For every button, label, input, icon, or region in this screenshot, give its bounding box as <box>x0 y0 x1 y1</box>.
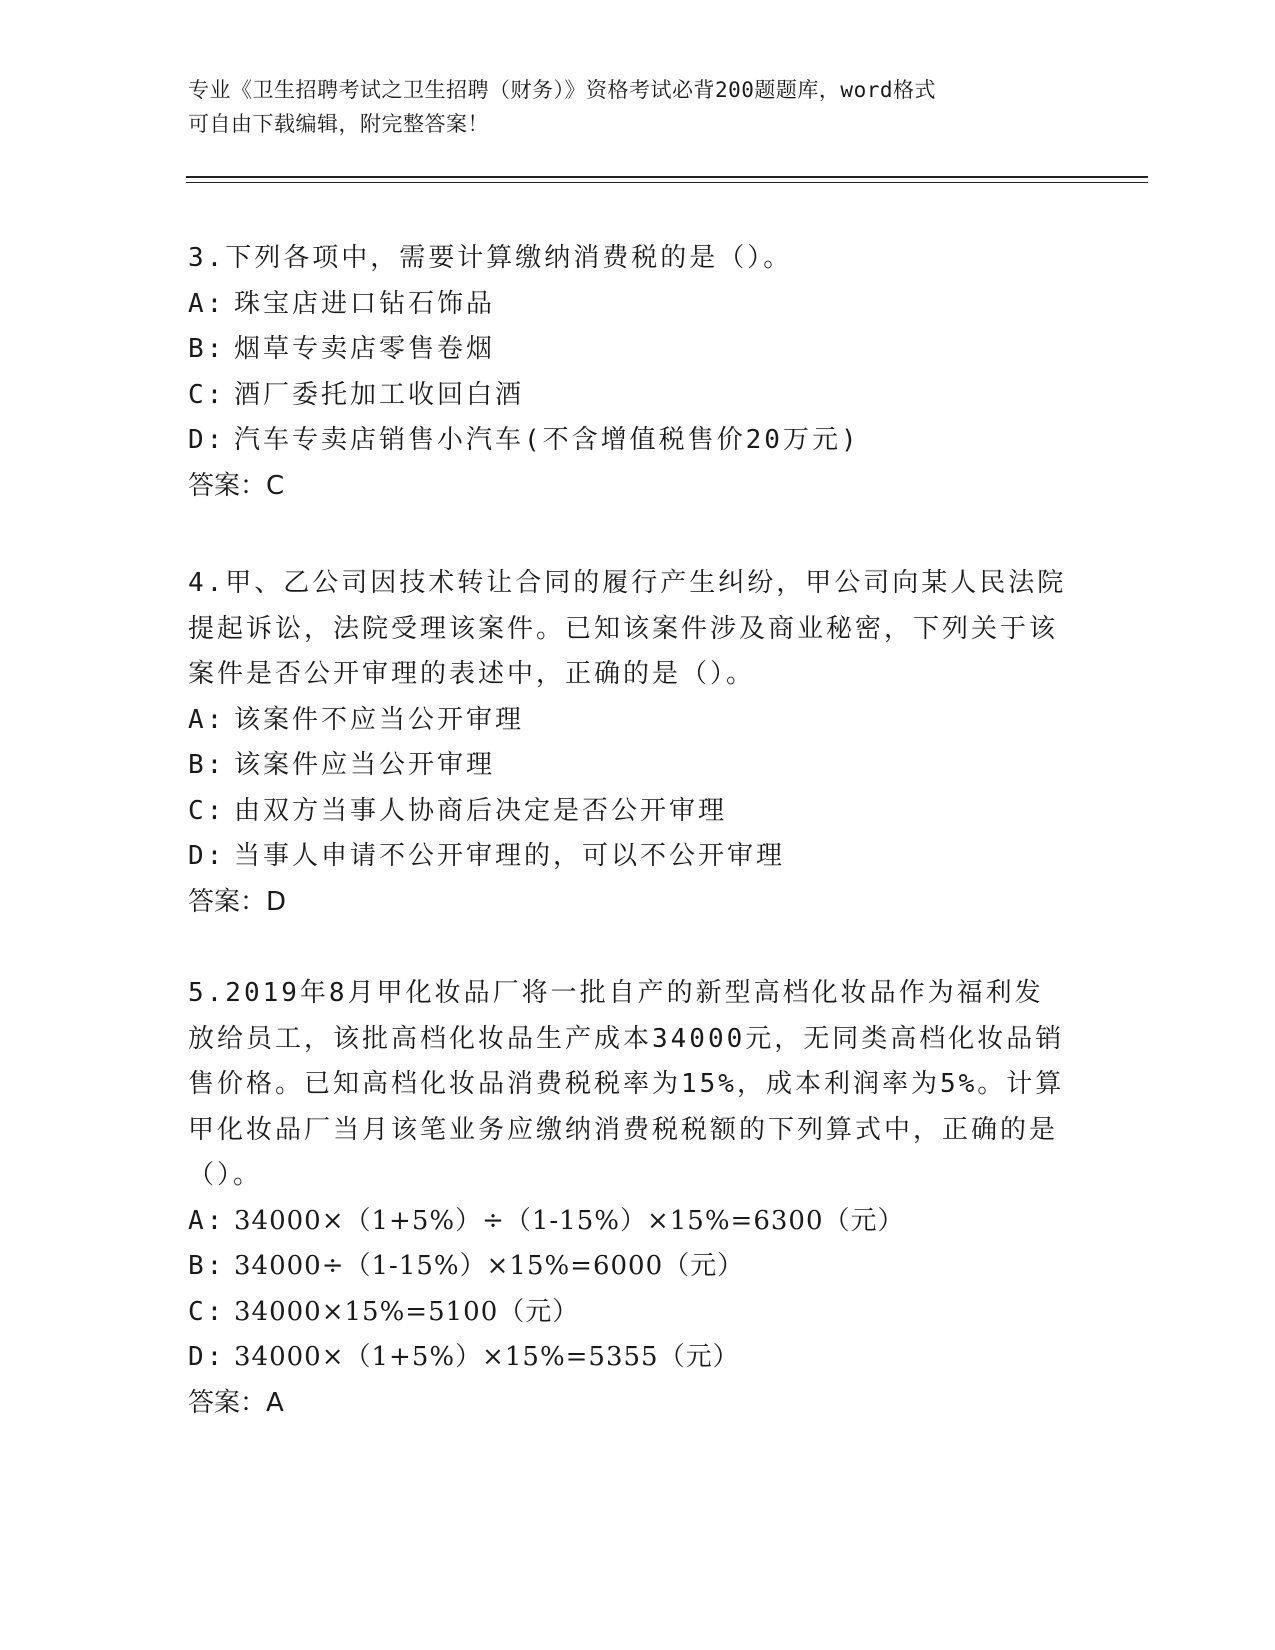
option-letter: A: <box>188 288 226 319</box>
option-letter: D: <box>188 1342 226 1372</box>
option-text: 34000×15%=5100（元） <box>234 1296 580 1327</box>
option-letter: C: <box>188 379 226 410</box>
option-text: 该案件不应当公开审理 <box>234 704 525 735</box>
option-text: 烟草专卖店零售卷烟 <box>234 334 496 364</box>
option-c <box>188 789 1068 835</box>
option-letter: A: <box>188 1205 226 1236</box>
option-text: 当事人申请不公开审理的，可以不公开审理 <box>234 841 786 871</box>
option-b <box>188 1244 1068 1290</box>
option-a <box>188 698 1068 744</box>
question-stem: 4.甲、乙公司因技术转让合同的履行产生纠纷，甲公司向某人民法院提起诉讼，法院受理该案件。已知该案件涉及商业秘密，下列关于该案件是否公开审理的表述中，正确的是（）。 <box>188 568 1067 689</box>
option-letter: A: <box>188 704 226 735</box>
option-d <box>188 1335 1068 1381</box>
question-stem: 5.2019年8月甲化妆品厂将一批自产的新型高档化妆品作为福利发放给员工，该批高档化妆品生产成本34000元，无同类高档化妆品销售价格。已知高档化妆品消费税税率为15%，成本利润率为5%。计算甲化妆品厂当月该笔业务应缴纳消费税税额的下列算式中，正确的是（）。 <box>188 978 1065 1190</box>
option-letter: C: <box>188 1296 226 1327</box>
option-letter: C: <box>188 795 226 826</box>
option-text: 汽车专卖店销售小汽车(不含增值税售价20万元) <box>234 425 860 455</box>
header-divider-thick <box>186 176 1148 178</box>
answer-line: 答案：A <box>188 1387 284 1418</box>
option-text: 酒厂委托加工收回白酒 <box>234 379 525 410</box>
option-letter: B: <box>188 1251 226 1281</box>
question-stem: 3.下列各项中，需要计算缴纳消费税的是（）。 <box>188 243 793 273</box>
option-text: 该案件应当公开审理 <box>234 750 496 780</box>
option-text: 34000×（1+5%）×15%=5355（元） <box>234 1342 740 1372</box>
header-line-2: 可自由下载编辑，附完整答案！ <box>188 112 489 136</box>
question-3 <box>188 236 1068 509</box>
answer-line: 答案：D <box>188 886 287 917</box>
option-text: 珠宝店进口钻石饰品 <box>234 288 496 319</box>
header-divider-thin <box>186 182 1148 183</box>
option-d <box>188 418 1068 464</box>
option-c <box>188 373 1068 419</box>
option-b <box>188 327 1068 373</box>
question-4 <box>188 561 1068 925</box>
option-text: 由双方当事人协商后决定是否公开审理 <box>234 795 728 826</box>
option-letter: D: <box>188 841 226 871</box>
question-5 <box>188 971 1068 1426</box>
option-letter: B: <box>188 334 226 364</box>
option-a <box>188 282 1068 328</box>
option-text: 34000×（1+5%）÷（1-15%）×15%=6300（元） <box>234 1205 905 1236</box>
document-header <box>188 73 1068 141</box>
option-letter: D: <box>188 425 226 455</box>
option-letter: B: <box>188 750 226 780</box>
header-line-1: 专业《卫生招聘考试之卫生招聘（财务）》资格考试必背200题题库，word格式 <box>188 78 936 102</box>
option-text: 34000÷（1-15%）×15%=6000（元） <box>234 1251 745 1281</box>
option-b <box>188 743 1068 789</box>
option-c <box>188 1290 1068 1336</box>
option-a <box>188 1199 1068 1245</box>
option-d <box>188 834 1068 880</box>
answer-line: 答案：C <box>188 470 285 501</box>
